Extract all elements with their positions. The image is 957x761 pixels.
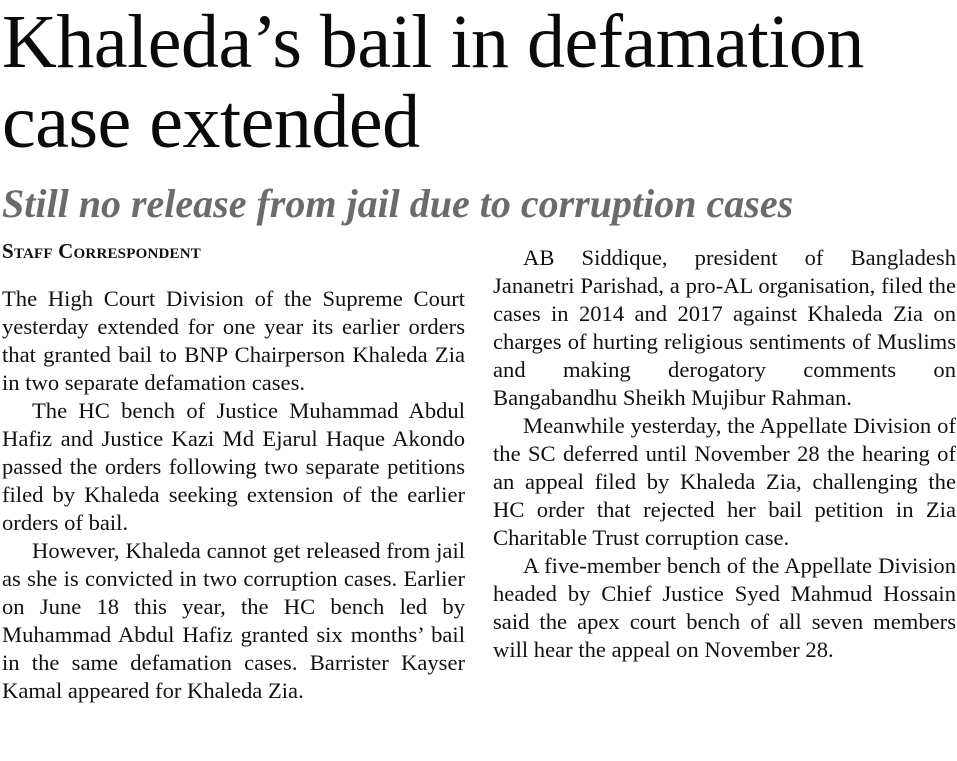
article-column-left [2, 285, 465, 705]
paragraph: AB Siddique, president of Bangladesh Jananetri Parishad, a pro-AL organisation, filed the cases in 2014 and 2017 against Khaleda Zia on charges of hurting religious sentiments of Muslims and making derogatory comments on Bangabandhu Sheikh Mujibur Rahman. [493, 245, 956, 410]
paragraph: A five-member bench of the Appellate Division headed by Chief Justice Syed Mahmud Hossain said the apex court bench of all seven members will hear the appeal on November 28. [493, 553, 956, 662]
paragraph: However, Khaleda cannot get released from jail as she is convicted in two corruption cases. Earlier on June 18 this year, the HC bench led by Muhammad Abdul Hafiz granted six months’ bail in the same defamation cases. Barrister Kayser Kamal appeared for Khaleda Zia. [2, 538, 465, 703]
byline: Staff Correspondent [2, 239, 201, 263]
subheadline: Still no release from jail due to corruption cases [2, 181, 794, 226]
paragraph: The HC bench of Justice Muhammad Abdul Hafiz and Justice Kazi Md Ejarul Haque Akondo passed the orders following two separate petitions filed by Khaleda seeking extension of the earlier orders of bail. [2, 398, 465, 535]
headline: Khaleda’s bail in defamation case extended [2, 0, 864, 164]
paragraph: Meanwhile yesterday, the Appellate Division of the SC deferred until November 28 the hearing of an appeal filed by Khaleda Zia, challenging the HC order that rejected her bail petition in Zia Charitable Trust corruption case. [493, 413, 956, 550]
article-column-right [493, 244, 956, 664]
paragraph: The High Court Division of the Supreme Court yesterday extended for one year its earlier orders that granted bail to BNP Chairperson Khaleda Zia in two separate defamation cases. [2, 286, 465, 395]
